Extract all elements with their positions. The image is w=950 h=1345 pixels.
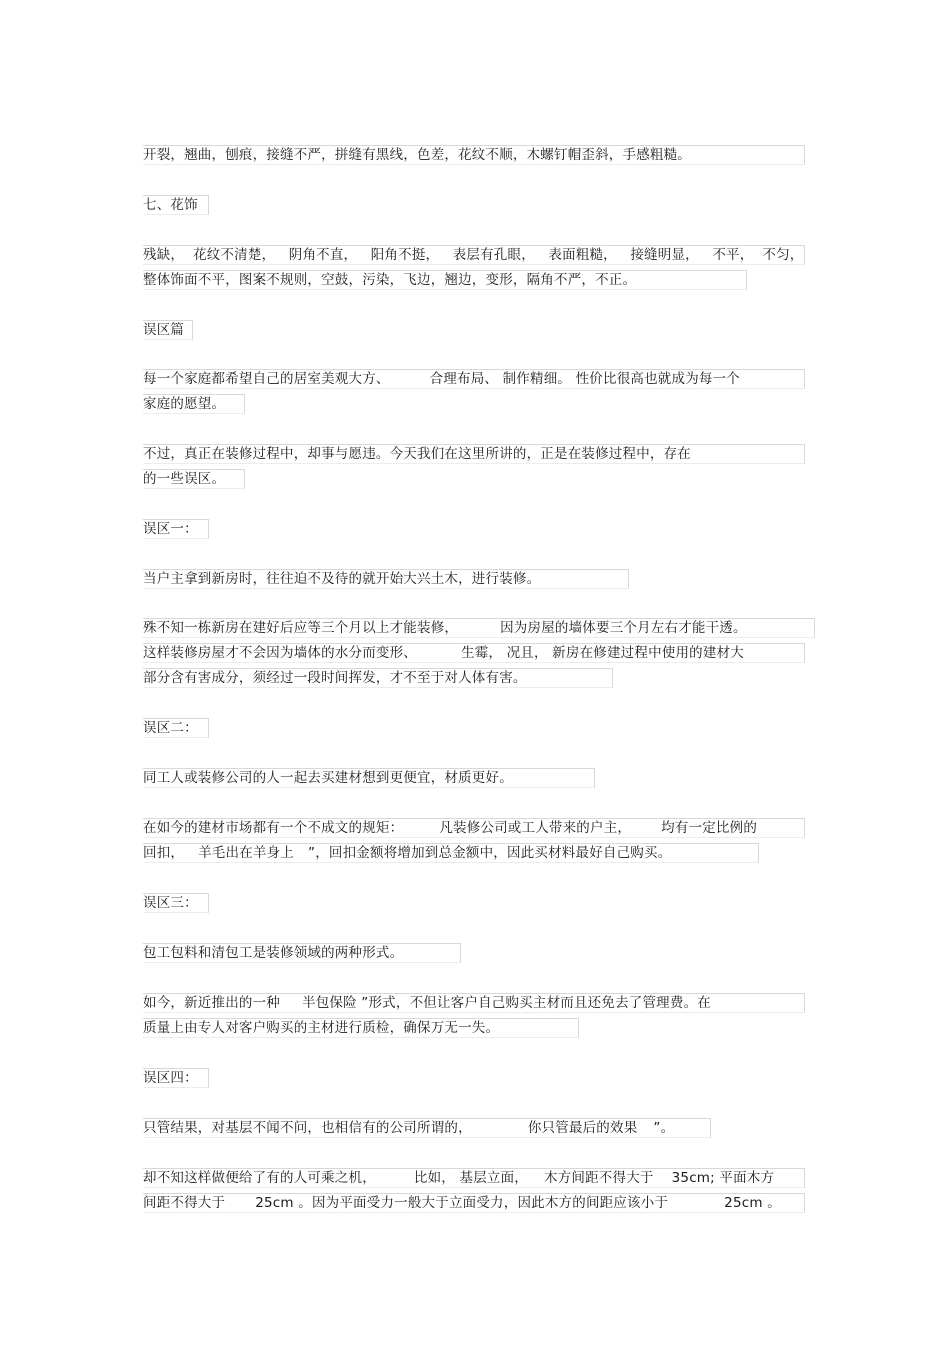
text-line: 这样装修房屋才不会因为墙体的水分而变形、 生霉， 况且， 新房在修建过程中使用的建材大 <box>143 645 744 661</box>
text-line: 残缺， 花纹不清楚， 阴角不直， 阳角不挺， 表层有孔眼， 表面粗糙， 接缝明显， 不平， 不匀， <box>143 247 804 263</box>
text-line: 却不知这样做便给了有的人可乘之机， 比如， 基层立面， 木方间距不得大于 35cm; 平面木方 <box>143 1170 775 1186</box>
text-line: 殊不知一栋新房在建好后应等三个月以上才能装修， 因为房屋的墙体要三个月左右才能干透。 <box>143 620 747 636</box>
text-line: 每一个家庭都希望自己的居室美观大方、 合理布局、 制作精细。 性价比很高也就成为每一个 <box>143 371 740 387</box>
text-line: 只管结果，对基层不闻不问，也相信有的公司所谓的， 你只管最后的效果 ”。 <box>143 1120 675 1136</box>
text-line: 质量上由专人对客户购买的主材进行质检，确保万无一失。 <box>143 1020 500 1036</box>
text-line: 在如今的建材市场都有一个不成文的规矩： 凡装修公司或工人带来的户主， 均有一定比例的 <box>143 820 758 836</box>
section-heading: 误区三： <box>143 895 198 911</box>
text-line: 开裂，翘曲，刨痕，接缝不严，拼缝有黑线，色差，花纹不顺，木螺钉帽歪斜，手感粗糙。 <box>143 147 691 163</box>
section-heading: 误区二： <box>143 720 198 736</box>
text-line: 同工人或装修公司的人一起去买建材想到更便宜，材质更好。 <box>143 770 513 786</box>
text-line: 间距不得大于 25cm 。因为平面受力一般大于立面受力，因此木方的间距应该小于 25cm 。 <box>143 1195 781 1211</box>
section-heading: 误区篇 <box>143 322 185 338</box>
text-line: 当户主拿到新房时，往往迫不及待的就开始大兴土木，进行装修。 <box>143 571 541 587</box>
section-heading: 七、花饰 <box>143 197 198 213</box>
text-line: 包工包料和清包工是装修领域的两种形式。 <box>143 945 404 961</box>
text-line: 部分含有害成分，须经过一段时间挥发，才不至于对人体有害。 <box>143 670 527 686</box>
text-line: 不过，真正在装修过程中，却事与愿违。今天我们在这里所讲的，正是在装修过程中，存在 <box>143 446 691 462</box>
text-line: 家庭的愿望。 <box>143 396 226 412</box>
text-line: 如今，新近推出的一种 半包保险 ”形式，不但让客户自己购买主材而且还免去了管理费。在 <box>143 995 711 1011</box>
section-heading: 误区一： <box>143 521 198 537</box>
text-line: 整体饰面不平，图案不规则，空鼓，污染，飞边，翘边，变形，隔角不严，不正。 <box>143 272 637 288</box>
text-line: 的一些误区。 <box>143 471 226 487</box>
section-heading: 误区四： <box>143 1070 198 1086</box>
text-line: 回扣， 羊毛出在羊身上 ”，回扣金额将增加到总金额中，因此买材料最好自己购买。 <box>143 845 672 861</box>
